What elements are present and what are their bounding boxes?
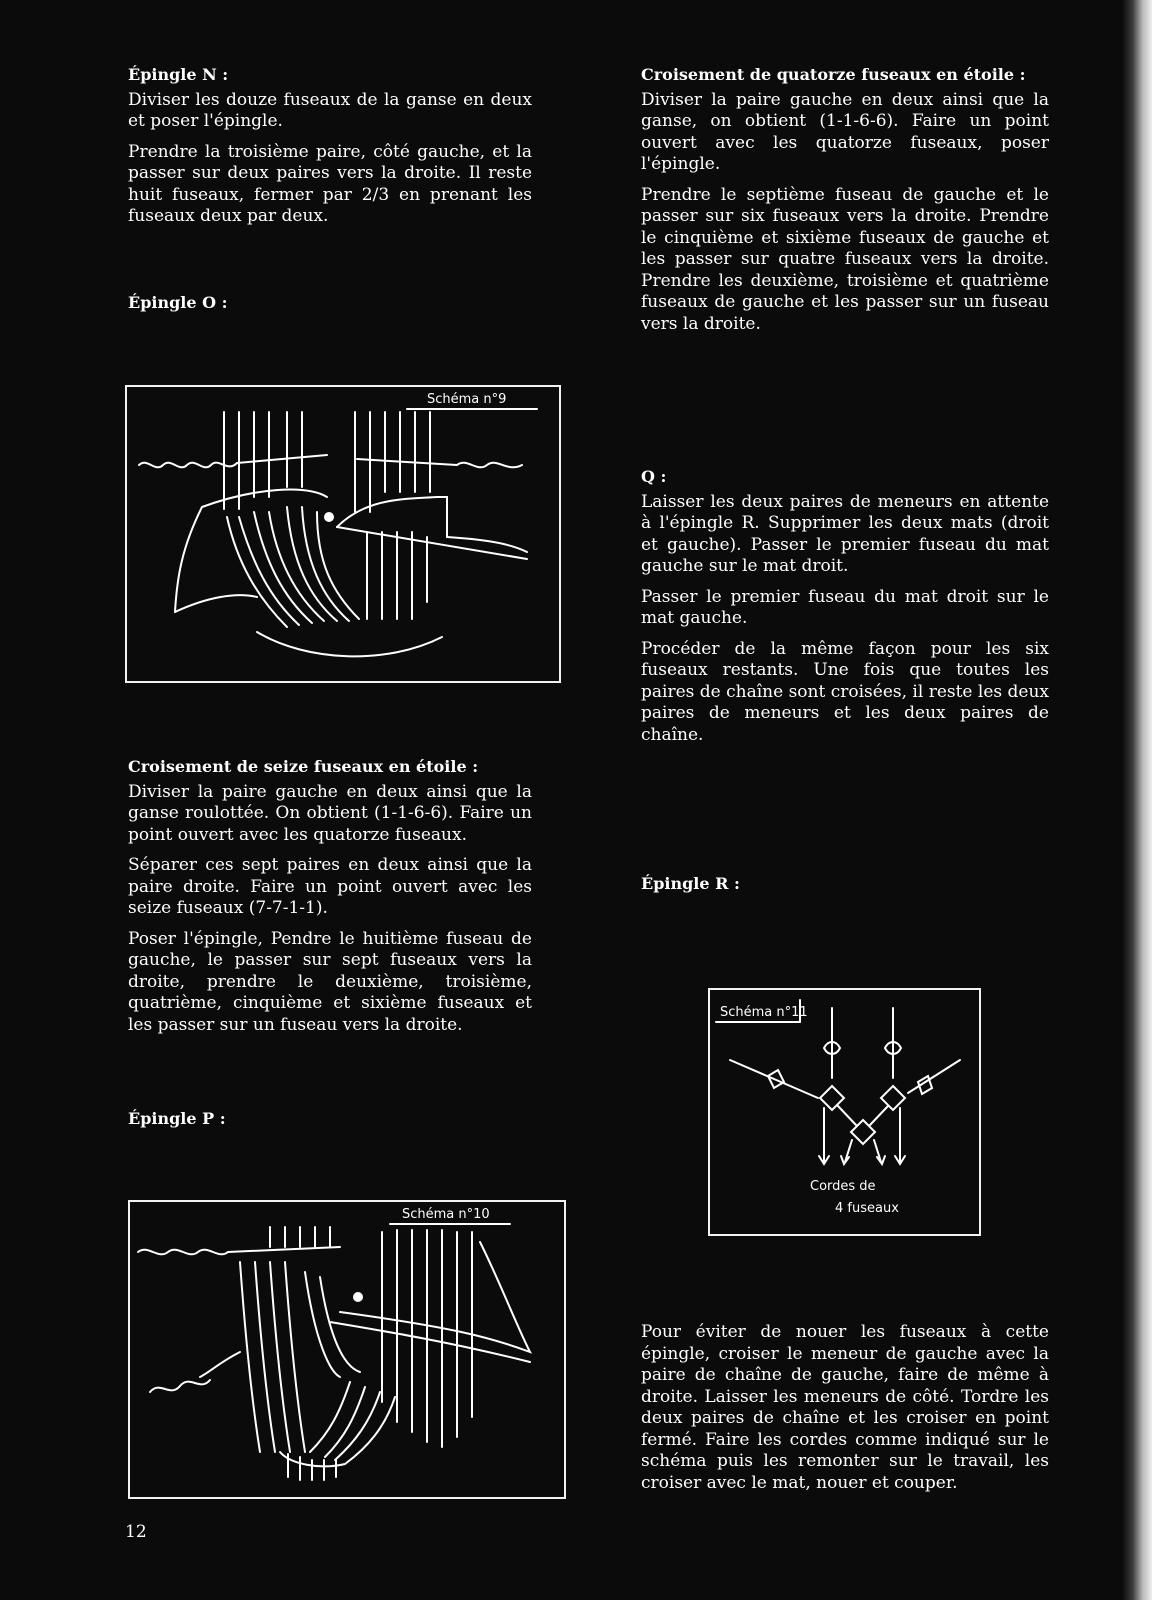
schema-10-label: Schéma n°10 [402,1207,490,1222]
schema-9-box [125,385,561,683]
right-column-r [641,873,1049,899]
paragraph: Prendre la troisième paire, côté gauche, et la passer sur deux paires vers la droite. Il reste huit fuseaux, fermer par 2/3 en prenant les fuseaux deux par deux. [128,141,532,226]
paragraph: Passer le premier fuseau du mat droit sur le mat gauche. [641,586,1049,628]
paragraph: Poser l'épingle, Pendre le huitième fuseau de gauche, le passer sur sept fuseaux vers la droite, prendre le deuxième, troisième, quatrième, cinquième et sixième fuseaux et les passer sur un fuseau vers la droite. [128,928,532,1035]
heading-epingle-o: Épingle O : [128,293,228,312]
schema-11-drawing [710,990,979,1234]
scan-page-edge [1122,0,1152,1600]
paragraph: Prendre le septième fuseau de gauche et le passer sur six fuseaux vers la droite. Prendre le cinquième et sixième fuseaux de gauche et les passer sur quatre fuseaux vers la droite. Prendre les deuxième, troisième et quatrième fuseaux de gauche et les passer sur un fuseau vers la droite. [641,184,1049,334]
paragraph: Procéder de la même façon pour les six fuseaux restants. Une fois que toutes les paires de chaîne sont croisées, il reste les deux paires de meneurs et les deux paires de chaîne. [641,638,1049,745]
schema-10-drawing [130,1202,564,1497]
paragraph: Diviser la paire gauche en deux ainsi que la ganse, on obtient (1-1-6-6). Faire un point ouvert avec les quatorze fuseaux, poser l'épingle. [641,89,1049,174]
paragraph: Laisser les deux paires de meneurs en attente à l'épingle R. Supprimer les deux mats (droit et gauche). Passer le premier fuseau du mat gauche sur le mat droit. [641,491,1049,576]
schema-11-caption-line2: 4 fuseaux [835,1201,899,1216]
paragraph: Séparer ces sept paires en deux ainsi que la paire droite. Faire un point ouvert avec les seize fuseaux (7-7-1-1). [128,855,532,918]
heading-q: Q : [641,467,667,486]
left-column-p [128,1108,532,1134]
heading-epingle-p: Épingle P : [128,1109,226,1128]
schema-9-drawing [127,387,559,681]
schema-11-label: Schéma n°11 [720,1005,808,1020]
schema-10-box [128,1200,566,1499]
page-number: 12 [125,1522,147,1542]
left-column-o [128,292,532,318]
schema-9-label: Schéma n°9 [427,392,507,407]
paragraph: Diviser la paire gauche en deux ainsi que la ganse roulottée. On obtient (1-1-6-6). Faire un point ouvert avec les quatorze fuseaux. [128,781,532,845]
right-column-quatorze [641,64,1049,344]
heading-epingle-r: Épingle R : [641,874,740,893]
paragraph: Pour éviter de nouer les fuseaux à cette épingle, croiser le meneur de gauche avec la paire de chaîne de gauche, faire de même à droite. Laisser les meneurs de côté. Tordre les deux paires de chaîne et les croiser en point fermé. Faire les cordes comme indiqué sur le schéma puis les remonter sur le travail, les croiser avec le mat, nouer et couper. [641,1322,1049,1493]
heading-quatorze-fuseaux: Croisement de quatorze fuseaux en étoile : [641,65,1026,84]
right-column-q [641,466,1049,755]
schema-11-caption-line1: Cordes de [810,1179,876,1194]
left-column-top [128,64,532,237]
paragraph: Diviser les douze fuseaux de la ganse en deux et poser l'épingle. [128,89,532,131]
heading-epingle-n: Épingle N : [128,65,229,84]
heading-seize-fuseaux: Croisement de seize fuseaux en étoile : [128,757,479,776]
right-column-bottom [641,1322,1049,1503]
left-column-seize [128,756,532,1045]
schema-11-box [708,988,981,1236]
